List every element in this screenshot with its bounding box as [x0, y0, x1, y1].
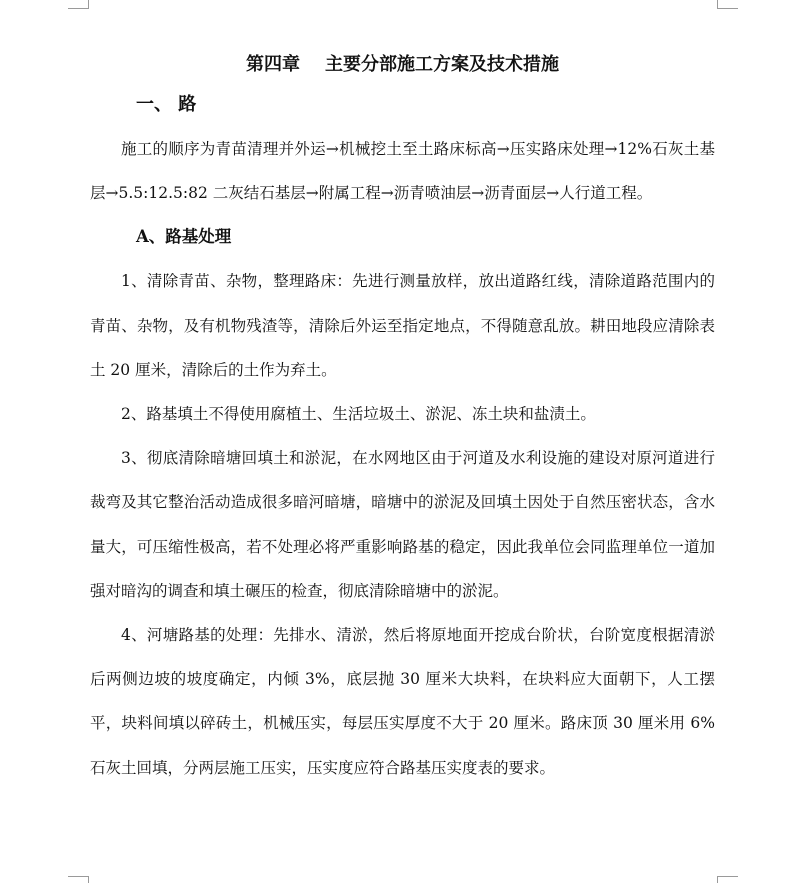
page-corner-mark-bottom-left: [68, 876, 89, 883]
page-corner-mark-top-right: [717, 0, 738, 9]
paragraph-1: 1、清除青苗、杂物，整理路床：先进行测量放样，放出道路红线，清除道路范围内的青苗、杂物，及有机物残渣等，清除后外运至指定地点，不得随意乱放。耕田地段应清除表土 20 厘米，清除后的土作为弃土。: [90, 272, 715, 379]
paragraph-3: 3、彻底清除暗塘回填土和淤泥，在水网地区由于河道及水利设施的建设对原河道进行裁弯及其它整治活动造成很多暗河暗塘，暗塘中的淤泥及回填土因处于自然压密状态，含水量大，可压缩性极高，若不处理必将严重影响路基的稳定，因此我单位会同监理单位一道加强对暗沟的调查和填土碾压的检查，彻底清除暗塘中的淤泥。: [90, 449, 715, 600]
page-corner-mark-top-left: [68, 0, 89, 9]
page-corner-mark-bottom-right: [717, 876, 738, 883]
subsection-heading: A、路基处理: [136, 227, 232, 247]
document-page: [90, 47, 715, 790]
chapter-title: 第四章 主要分部施工方案及技术措施: [245, 54, 560, 75]
paragraph-4: 4、河塘路基的处理：先排水、清淤，然后将原地面开挖成台阶状，台阶宽度根据清淤后两侧边坡的坡度确定，内倾 3%，底层抛 30 厘米大块料，在块料应大面朝下，人工摆平，块料间填以碎砖土，机械压实，每层压实厚度不大于 20 厘米。路床顶 30 厘米用 6%石灰土回填，分两层施工压实，压实度应符合路基压实度表的要求。: [90, 626, 715, 777]
paragraph-2: 2、路基填土不得使用腐植土、生活垃圾土、淤泥、冻土块和盐渍土。: [121, 405, 596, 424]
intro-paragraph: 施工的顺序为青苗清理并外运→机械挖土至土路床标高→压实路床处理→12%石灰土基层→5.5:12.5:82 二灰结石基层→附属工程→沥青喷油层→沥青面层→人行道工程。: [90, 140, 715, 203]
section-heading: 一、 路: [136, 94, 197, 115]
